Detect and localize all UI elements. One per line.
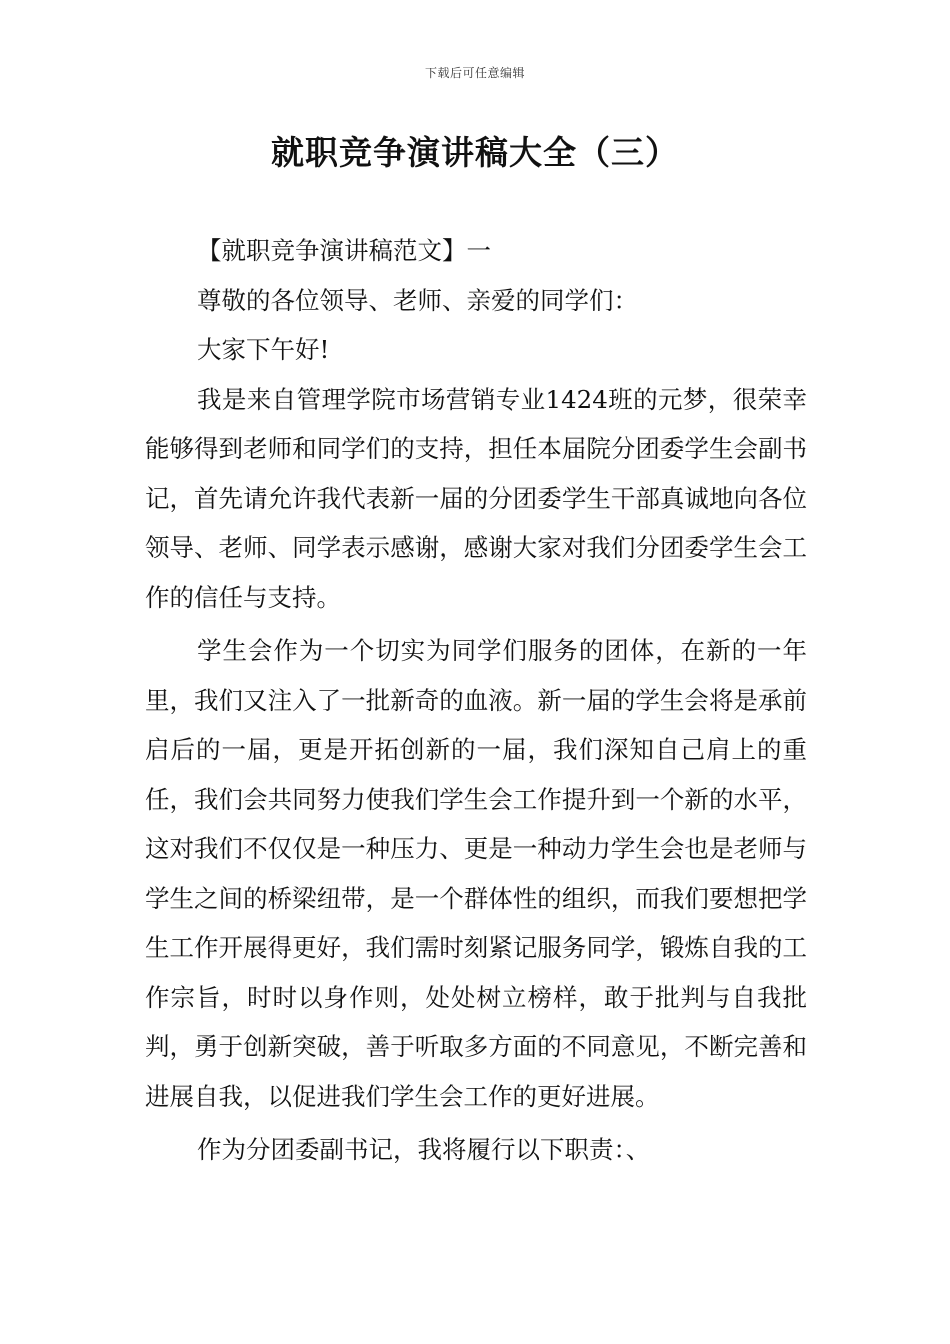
section-heading: 【就职竞争演讲稿范文】一 [197,236,491,265]
greeting: 大家下午好! [197,335,330,364]
paragraph-introduction: 我是来自管理学院市场营销专业1424班的元梦，很荣幸能够得到老师和同学们的支持，担任本届院分团委学生会副书记，首先请允许我代表新一届的分团委学生干部真诚地向各位领导、老师、同学表示感谢，感谢大家对我们分团委学生会工作的信任与支持。 [145,384,807,612]
header-note: 下载后可任意编辑 [424,66,525,80]
paragraph-duties: 作为分团委副书记，我将履行以下职责：、 [197,1135,651,1164]
salutation: 尊敬的各位领导、老师、亲爱的同学们： [197,285,638,315]
paragraph-student-union: 学生会作为一个切实为同学们服务的团体，在新的一年里，我们又注入了一批新奇的血液。新一届的学生会将是承前启后的一届，更是开拓创新的一届，我们深知自己肩上的重任，我们会共同努力使我们学生会工作提升到一个新的水平，这对我们不仅仅是一种压力、更是一种动力学生会也是老师与学生之间的桥梁纽带，是一个群体性的组织，而我们要想把学生工作开展得更好，我们需时刻紧记服务同学，锻炼自我的工作宗旨，时时以身作则，处处树立榜样，敢于批判与自我批判，勇于创新突破，善于听取多方面的不同意见，不断完善和进展自我，以促进我们学生会工作的更好进展。 [145,636,807,1111]
document-title: 就职竞争演讲稿大全（三） [271,133,679,172]
document-body [145,226,807,1175]
